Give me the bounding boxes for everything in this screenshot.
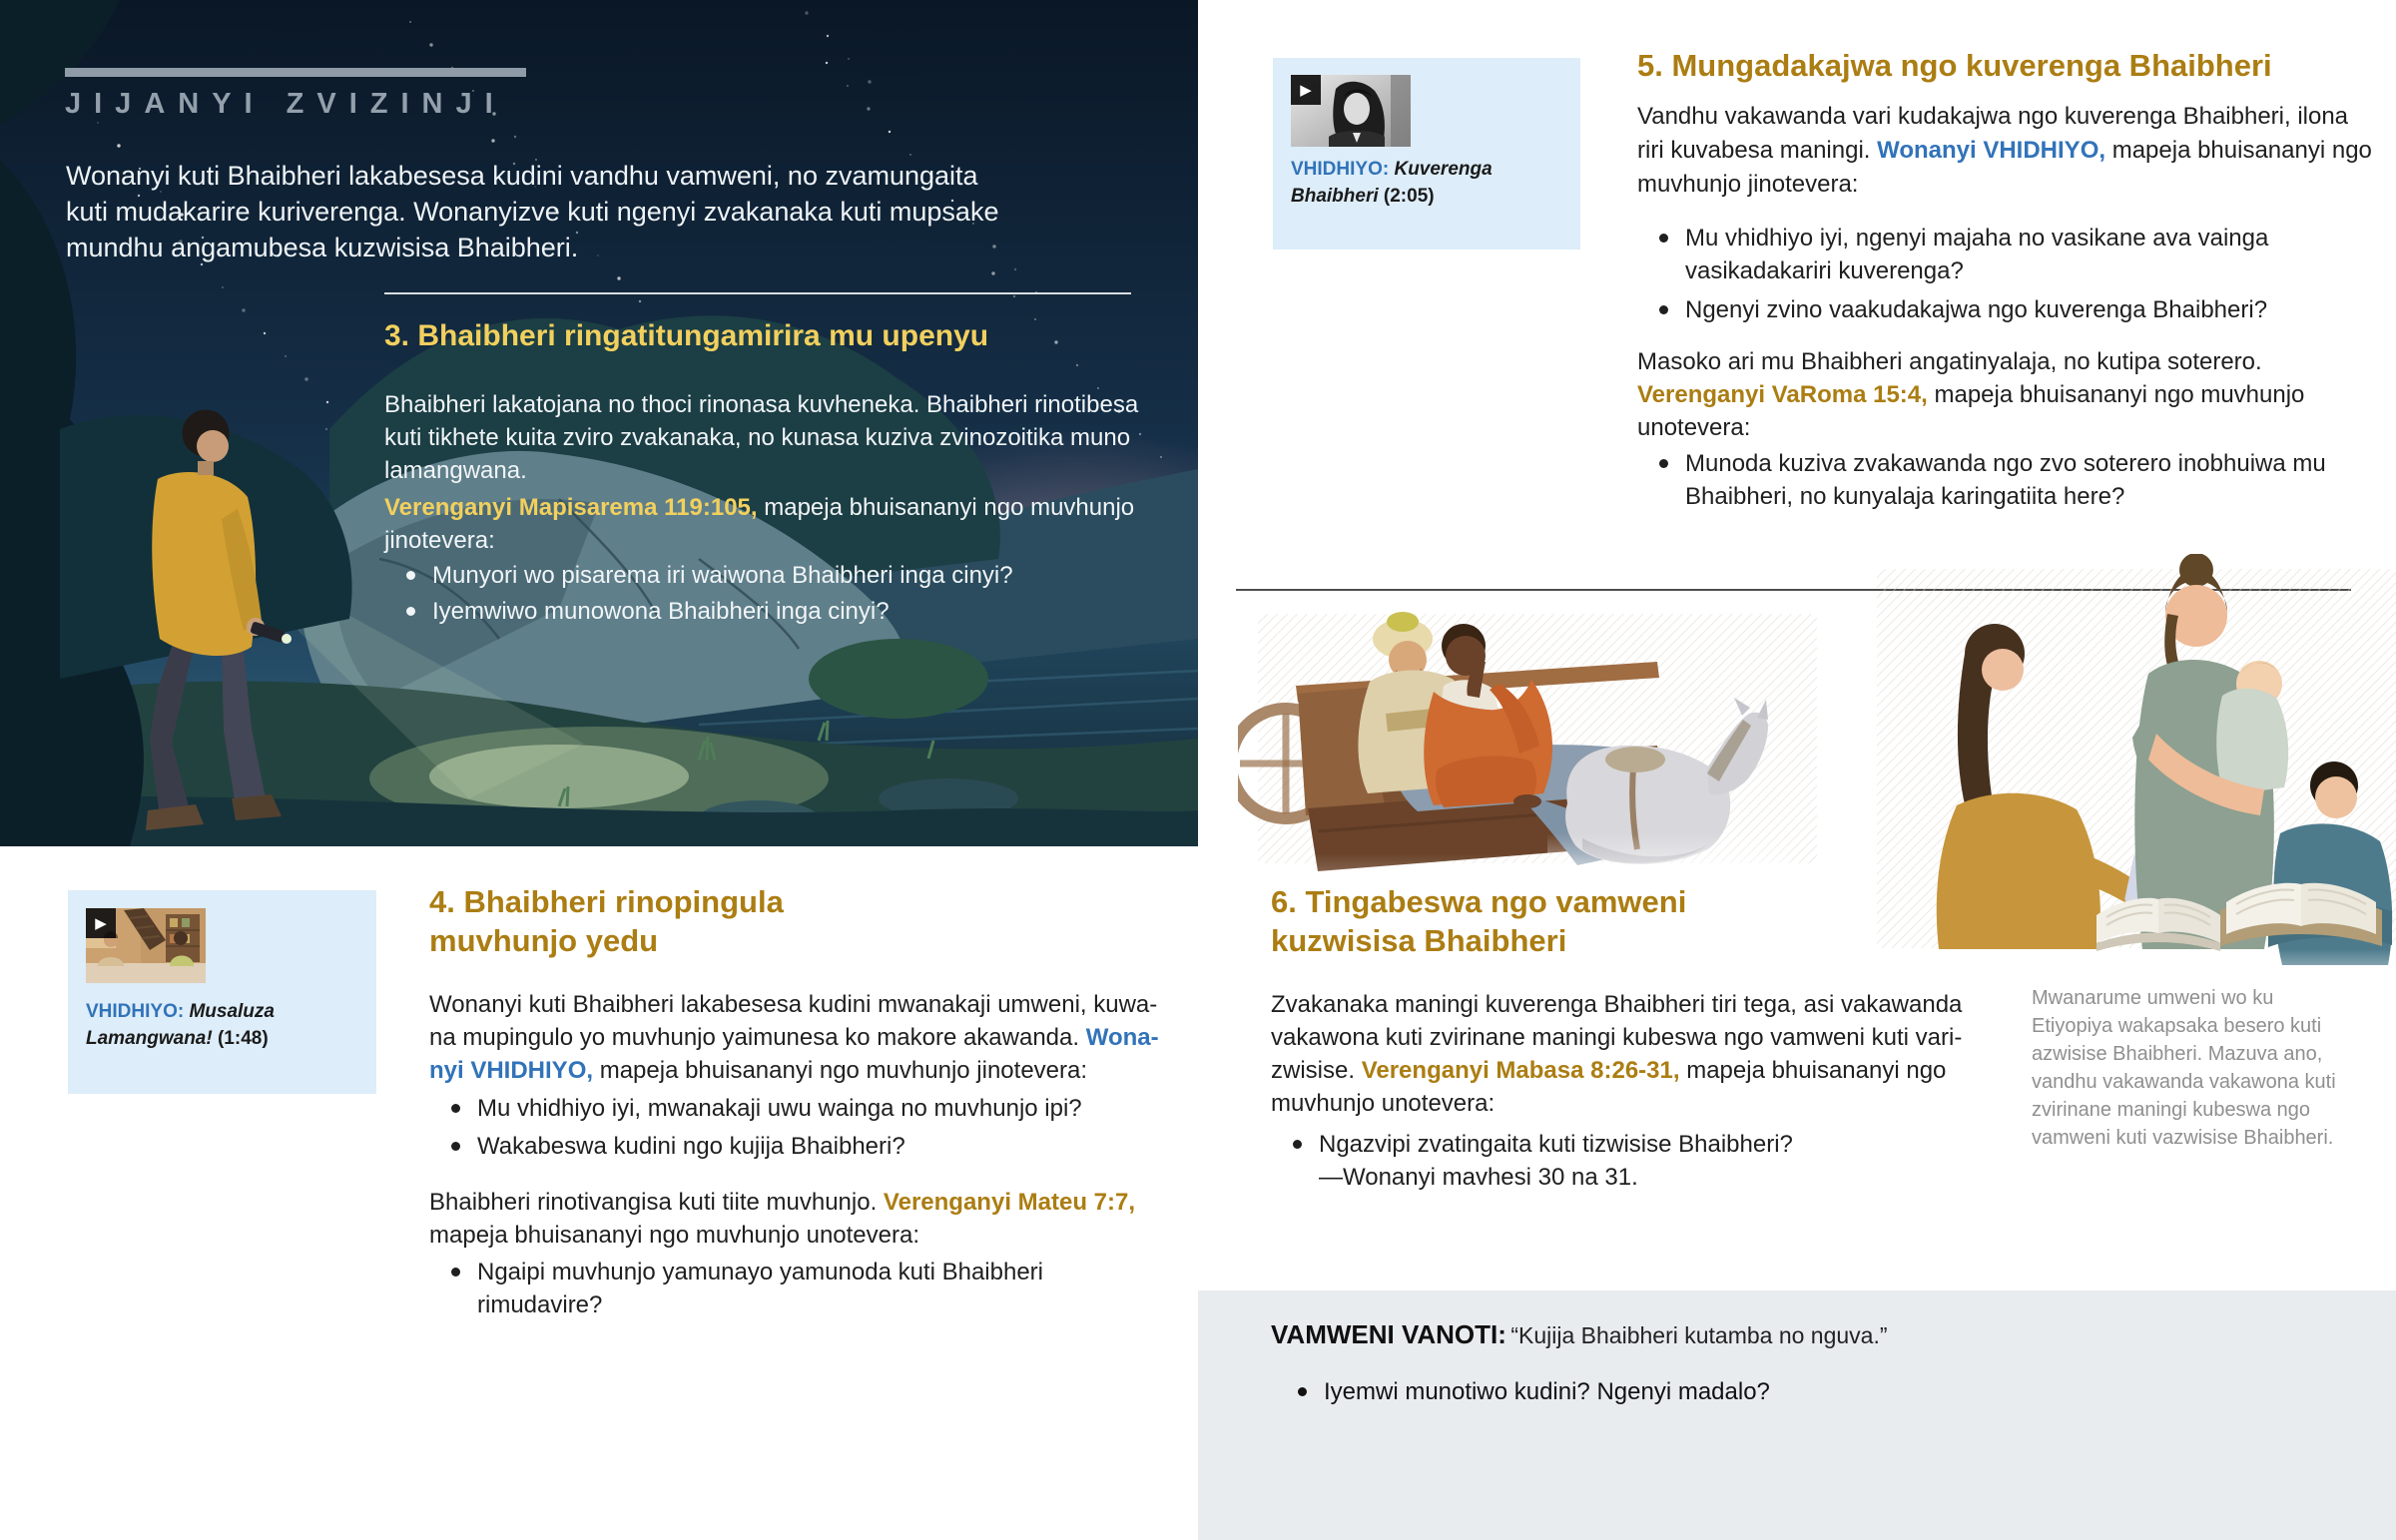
section-4-heading: 4. Bhaibheri rinopingula muvhunjo yedu xyxy=(429,884,784,958)
video-link[interactable]: VHIDHIYO: xyxy=(1291,159,1390,180)
discussion-question: Mu vhidhiyo iyi, ngenyi majaha no vasikane ava vainga vasikadakariri kuverenga? xyxy=(1659,222,2268,287)
discussion-question: Iyemwiwo munowona Bhaibheri inga cinyi? xyxy=(406,595,890,628)
quote-text: “Kujija Bhaibheri kutamba no nguva.” xyxy=(1510,1322,1888,1348)
quote-label: VAMWENI VANOTI: xyxy=(1271,1319,1506,1349)
section-5-scripture-paragraph: Masoko ari mu Bhaibheri angatinyalaja, no kutipa soterero. Verenganyi VaRoma 15:4, mapeja bhuisananyi ngo muvhunjo unotevera: xyxy=(1637,348,2305,441)
discussion-question: Ngazvipi zvatingaita kuti tizwisise Bhaibheri? —Wonanyi mavhesi 30 na 31. xyxy=(1293,1128,1793,1194)
video-caption[interactable]: VHIDHIYO: Kuverenga Bhaibheri (2:05) xyxy=(1291,159,1493,207)
section-3-heading: 3. Bhaibheri ringatitungamirira mu upenyu xyxy=(384,319,989,352)
section-5-paragraph: Vandhu vakawanda vari kudakajwa ngo kuverenga Bhaibheri, ilona riri kuvabesa maningi. Wonanyi VHIDHIYO, mapeja bhuisananyi ngo muvhunjo jinotevera: xyxy=(1637,103,2372,198)
discussion-question: Ngaipi muvhunjo yamunayo yamunoda kuti Bhaibheri rimudavire? xyxy=(451,1256,1043,1321)
discussion-question: Ngenyi zvino vaakudakajwa ngo kuverenga Bhaibheri? xyxy=(1659,293,2267,326)
video-thumbnail-kuverenga[interactable] xyxy=(1291,75,1411,147)
discussion-question: Munyori wo pisarema iri waiwona Bhaibheri inga cinyi? xyxy=(406,559,1013,592)
video-link[interactable]: Wonanyi VHIDHIYO, xyxy=(1877,137,2106,164)
video-link[interactable]: Wona- xyxy=(1085,1024,1159,1051)
image-caption: Mwanarume umweni wo ku Etiyopiya wakapsaka besero kuti azwisise Bhaibheri. Mazuva ano, vandhu vakawanda vakawona kuti zvirinane maningi kubeswa ngo vamweni kuti vazwisise Bhaibheri. xyxy=(2032,987,2336,1149)
video-thumbnail-musaluza[interactable] xyxy=(86,908,206,983)
scripture-link[interactable]: Verenganyi Mapisarema 119:105, xyxy=(384,494,758,521)
section-5-heading: 5. Mungadakajwa ngo kuverenga Bhaibheri xyxy=(1637,48,2272,83)
section-3-paragraph: Bhaibheri lakatojana no thoci rinonasa kuvheneka. Bhaibheri rinotibesa kuti tikhete kuita zviro zvakanaka, no kunasa kuziva zvinozoitika muno lamangwana. xyxy=(384,391,1139,484)
section-6-heading: 6. Tingabeswa ngo vamweni kuzwisisa Bhaibheri xyxy=(1271,884,1687,958)
discussion-question: Iyemwi munotiwo kudini? Ngenyi madalo? xyxy=(1298,1375,1770,1408)
section-4-scripture-paragraph: Bhaibheri rinotivangisa kuti tiite muvhunjo. Verenganyi Mateu 7:7, mapeja bhuisananyi ngo muvhunjo unotevera: xyxy=(429,1189,1136,1249)
video-link[interactable]: nyi VHIDHIYO, xyxy=(429,1057,594,1084)
play-icon[interactable]: ▶ xyxy=(1291,75,1321,105)
section-4-paragraph: Wonanyi kuti Bhaibheri lakabesesa kudini mwanakaji umweni, kuwa- na mupingulo yo muvhunjo yaimunesa ko makore akawanda. Wona- nyi VHIDHIYO, mapeja bhuisananyi ngo muvhunjo jinotevera: xyxy=(429,991,1159,1084)
scripture-link[interactable]: Verenganyi VaRoma 15:4, xyxy=(1637,381,1928,408)
scripture-link[interactable]: Verenganyi Mabasa 8:26-31, xyxy=(1361,1057,1680,1084)
discussion-question: Wakabeswa kudini ngo kujija Bhaibheri? xyxy=(451,1130,905,1163)
play-icon[interactable]: ▶ xyxy=(86,908,116,938)
video-link[interactable]: VHIDHIYO: xyxy=(86,1001,185,1022)
intro-paragraph: Wonanyi kuti Bhaibheri lakabesesa kudini vandhu vamweni, no zvamungaita kuti mudakarire kuriverenga. Wonanyizve kuti ngenyi zvakanaka kuti mupsake mundhu angamubesa kuzwisisa Bhaibheri. xyxy=(66,161,999,262)
section-6-paragraph: Zvakanaka maningi kuverenga Bhaibheri tiri tega, asi vakawanda vakawona kuti zvirinane maningi kubeswa ngo vamweni kuti vari- zwisise. Verenganyi Mabasa 8:26-31, mapeja bhuisananyi ngo muvhunjo unotevera: xyxy=(1271,991,1963,1117)
discussion-question: Mu vhidhiyo iyi, mwanakaji uwu wainga no muvhunjo ipi? xyxy=(451,1092,1082,1125)
kicker-bar xyxy=(65,68,526,77)
quote-line xyxy=(1271,1319,1888,1350)
section-3-scripture-paragraph: Verenganyi Mapisarema 119:105, mapeja bhuisananyi ngo muvhunjo jinotevera: xyxy=(384,494,1135,554)
section-3-divider xyxy=(384,292,1131,294)
kicker: JIJANYI ZVIZINJI xyxy=(65,88,506,120)
scripture-link[interactable]: Verenganyi Mateu 7:7, xyxy=(883,1189,1136,1216)
discussion-question: Munoda kuziva zvakawanda ngo zvo soterero inobhuiwa mu Bhaibheri, no kunyalaja karingatiita here? xyxy=(1659,447,2326,513)
video-caption[interactable]: VHIDHIYO: Musaluza Lamangwana! (1:48) xyxy=(86,1001,275,1049)
